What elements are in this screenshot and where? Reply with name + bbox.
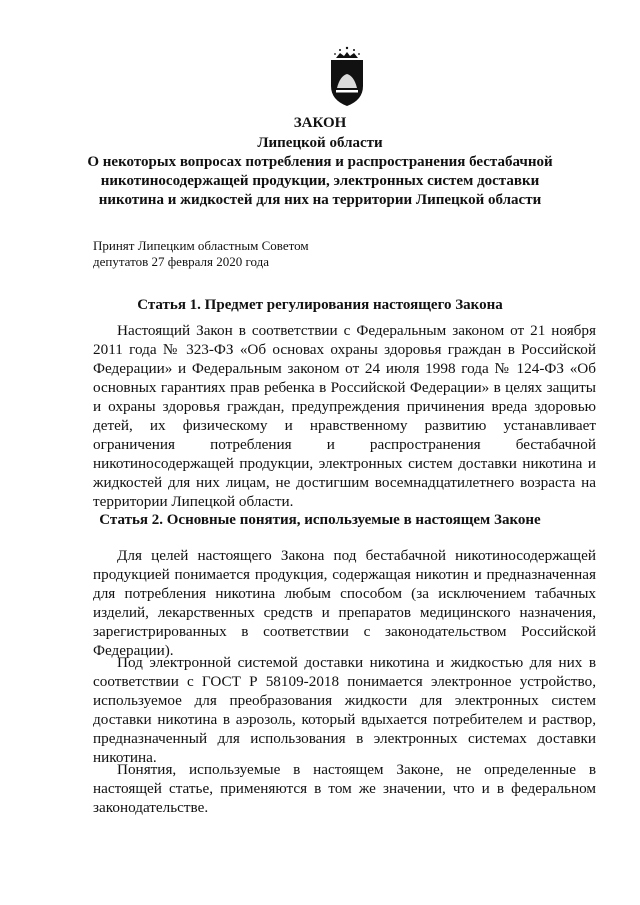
- adoption-line-2: депутатов 27 февраля 2020 года: [93, 254, 269, 269]
- adoption-line-1: Принят Липецким областным Советом: [93, 238, 309, 253]
- coat-of-arms-emblem: [322, 44, 372, 108]
- law-title-line-2: никотиносодержащей продукции, электронных систем доставки: [100, 173, 540, 189]
- article-2-paragraph-1: Для целей настоящего Закона под бестабачной никотиносодержащей продукцией понимается продукция, содержащая никотин и предназначенная для потребления никотина любым способом (за исключением табачных изделий, лекарственных средств и препаратов медицинского назначения, зарегистрированных в соответствии с законодательством Российской Федерации).: [93, 547, 596, 659]
- article-2-heading: Статья 2. Основные понятия, используемые в настоящем Законе: [99, 512, 541, 528]
- region-label: Липецкой области: [257, 135, 383, 151]
- article-1-text: Настоящий Закон в соответствии с Федеральным законом от 21 ноября 2011 года № 323-ФЗ «Об основах охраны здоровья граждан в Российской Федерации» и Федеральным законом от 24 июля 1998 года № 124-ФЗ «Об основных гарантиях прав ребенка в Российской Федерации» в целях защиты и охраны здоровья граждан, предупреждения причинения вреда здоровью детей, их физическому и нравственному развитию устанавливает ограничения потребления и распространения бестабачной никотиносодержащей продукции, электронных систем доставки никотина и жидкостей для них лицам, не достигшим восемнадцатилетнего возраста на территории Липецкой области.: [93, 322, 596, 510]
- law-title-line-3: никотина и жидкостей для них на территории Липецкой области: [98, 192, 542, 208]
- article-1-heading: Статья 1. Предмет регулирования настоящего Закона: [137, 297, 503, 313]
- law-label: ЗАКОН: [293, 115, 347, 131]
- article-2-paragraph-3: Понятия, используемые в настоящем Законе, не определенные в настоящей статье, применяются в том же значении, что и в федеральном законодательстве.: [93, 761, 596, 816]
- law-title-line-1: О некоторых вопросах потребления и распространения бестабачной: [87, 154, 553, 170]
- article-2-paragraph-2: Под электронной системой доставки никотина и жидкостью для них в соответствии с ГОСТ Р 58109-2018 понимается электронное устройство, используемое для преобразования жидкости для электронных систем доставки никотина в аэрозоль, который вдыхается потребителем и раствор, предназначенный для использования в электронных системах доставки никотина.: [93, 654, 596, 766]
